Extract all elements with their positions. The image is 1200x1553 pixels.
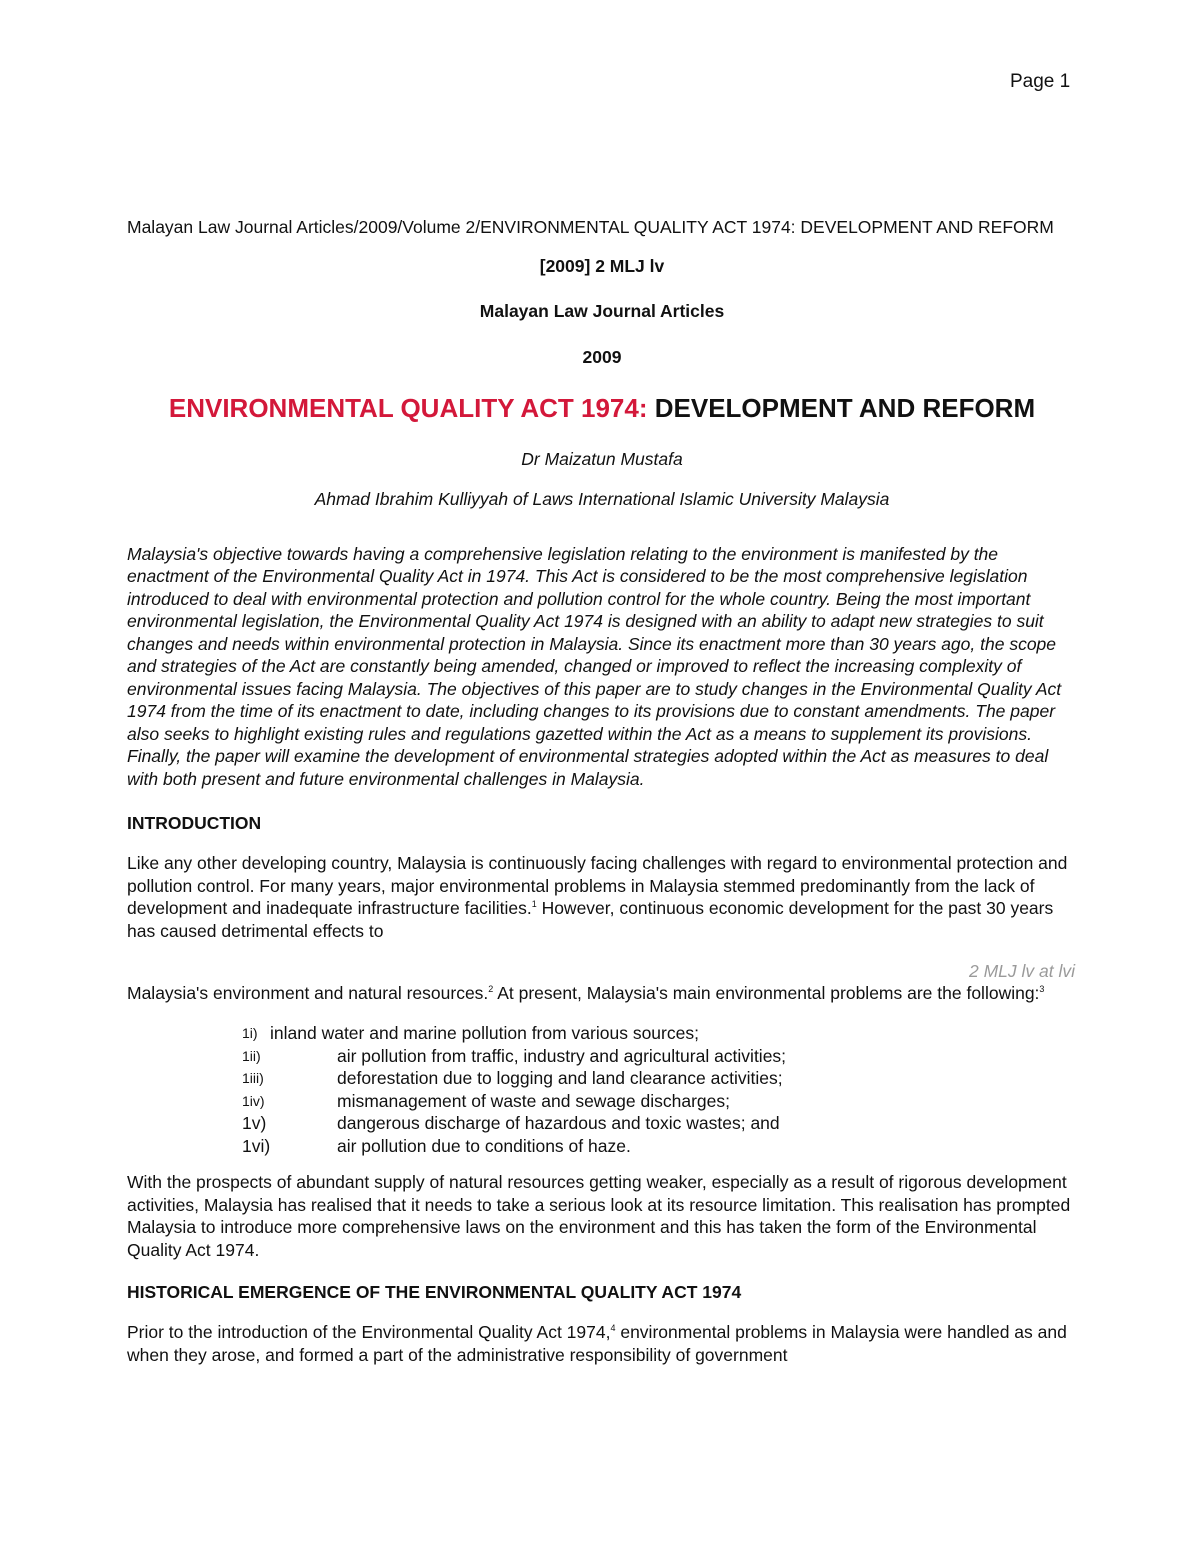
footnote-ref-3[interactable]: 3 (1039, 984, 1045, 995)
list-item-text: air pollution from traffic, industry and agricultural activities; (337, 1045, 787, 1066)
marginal-citation: 2 MLJ lv at lvi (969, 960, 1075, 981)
intro-paragraph-1 (127, 852, 1077, 942)
author: Dr Maizatun Mustafa (521, 449, 683, 469)
list-item (242, 1135, 1077, 1158)
article-title-black: DEVELOPMENT AND REFORM (647, 393, 1036, 423)
list-item-number: 1ii) (242, 1047, 261, 1064)
list-item-number: 1vi) (242, 1135, 271, 1156)
abstract: Malaysia's objective towards having a comprehensive legislation relating to the environment is manifested by the enactment of the Environmental Quality Act in 1974. This Act is considered to be the most comprehensive legislation introduced to deal with environmental protection and pollution control for the whole country. Being the most important environmental legislation, the Environmental Quality Act 1974 is designed with an ability to adapt new strategies to suit changes and needs within environmental protection in Malaysia. Since its enactment more than 30 years ago, the scope and strategies of the Act are constantly being amended, changed or improved to reflect the increasing complexity of environmental issues facing Malaysia. The objectives of this paper are to study changes in the Environmental Quality Act 1974 from the time of its enactment to date, including changes to its provisions due to constant amendments. The paper also seeks to highlight existing rules and regulations gazetted within the Act as a means to supplement its provisions. Finally, the paper will examine the development of environmental strategies adopted within the Act as measures to deal with both present and future environmental challenges in Malaysia. (127, 543, 1062, 789)
publication-year: 2009 (582, 346, 622, 367)
list-item-text: inland water and marine pollution from various sources; (270, 1023, 699, 1043)
page-number: Page 1 (1010, 71, 1071, 92)
breadcrumb: Malayan Law Journal Articles/2009/Volume 2/ENVIRONMENTAL QUALITY ACT 1974: DEVELOPMENT AND REFORM (127, 217, 1054, 237)
list-item-number: 1v) (242, 1113, 267, 1133)
footnote-ref-4[interactable]: 4 (610, 1323, 616, 1334)
section-heading-introduction: INTRODUCTION (127, 813, 262, 833)
intro-paragraph-2 (127, 982, 1077, 1005)
list-item (242, 1022, 1077, 1045)
list-item-number: 1iv) (242, 1092, 265, 1109)
list-item-number: 1iii) (242, 1070, 264, 1086)
list-item-text: air pollution due to conditions of haze. (337, 1135, 631, 1156)
document-body (127, 216, 1077, 1384)
historical-paragraph-1 (127, 1321, 1077, 1366)
list-item (242, 1090, 1077, 1113)
intro-paragraph-3: With the prospects of abundant supply of natural resources getting weaker, especially as a result of rigorous development activities, Malaysia has realised that it needs to take a serious look at its resource limitation. This realisation has prompted Malaysia to introduce more comprehensive laws on the environment and this has taken the form of the Environmental Quality Act 1974. (127, 1172, 1071, 1260)
historical-text-1a: Prior to the introduction of the Environmental Quality Act 1974, (127, 1322, 611, 1342)
intro-text-2b: At present, Malaysia's main environmental problems are the following: (493, 983, 1040, 1003)
footnote-ref-2[interactable]: 2 (488, 984, 494, 995)
list-item (242, 1067, 1077, 1090)
intro-text-2a: Malaysia's environment and natural resources. (127, 983, 489, 1003)
section-heading-historical: HISTORICAL EMERGENCE OF THE ENVIRONMENTAL QUALITY ACT 1974 (127, 1282, 742, 1302)
journal-name: Malayan Law Journal Articles (479, 301, 725, 321)
problems-list (127, 1022, 1077, 1157)
article-title-red: ENVIRONMENTAL QUALITY ACT 1974: (168, 393, 648, 423)
affiliation: Ahmad Ibrahim Kulliyyah of Laws International Islamic University Malaysia (314, 489, 890, 509)
footnote-ref-1[interactable]: 1 (531, 899, 537, 910)
list-item (242, 1112, 1077, 1135)
list-item-text: deforestation due to logging and land clearance activities; (337, 1068, 783, 1088)
article-title (127, 392, 1077, 424)
list-item (242, 1045, 1077, 1068)
intro-text-1a: Like any other developing country, Malaysia is continuously facing challenges with regard to environmental protection and pollution control. For many years, major environmental problems in Malaysia stemmed predominantly from the lack of development and inadequate infrastructure facilities. (127, 853, 1068, 918)
citation: [2009] 2 MLJ lv (539, 255, 665, 276)
intro-text-1b: However, continuous economic development for the past 30 years has caused detrimental effects to (127, 898, 1054, 941)
list-item-text: mismanagement of waste and sewage discharges; (337, 1090, 730, 1111)
list-item-text: dangerous discharge of hazardous and toxic wastes; and (337, 1113, 780, 1133)
list-item-number: 1i) (242, 1025, 258, 1041)
historical-text-1b: environmental problems in Malaysia were handled as and when they arose, and formed a part of the administrative responsibility of government (127, 1322, 1067, 1365)
